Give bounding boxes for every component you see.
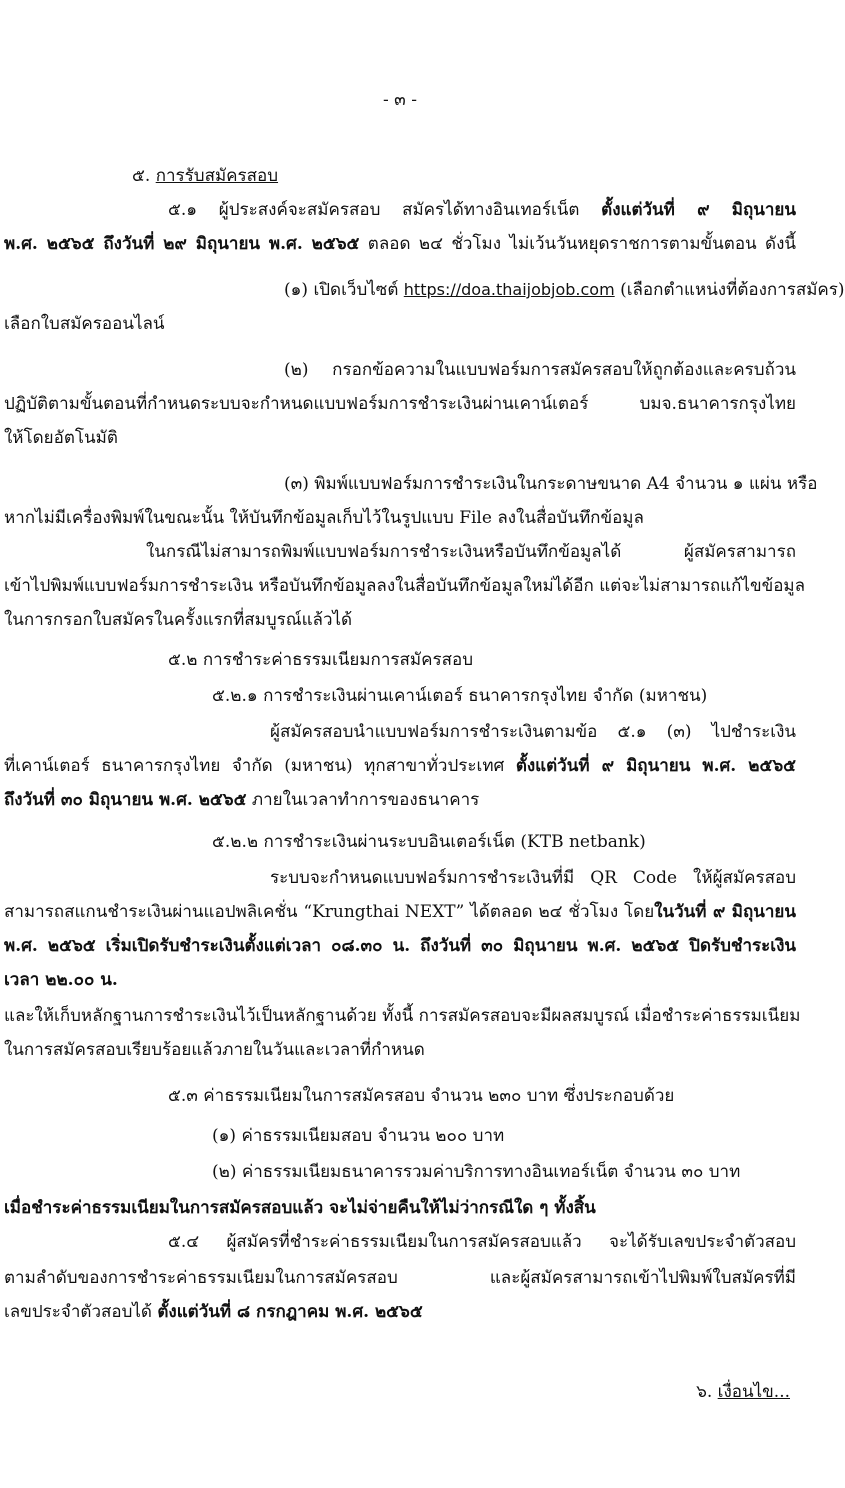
s51-item-2-cont: ปฏิบัติตามขั้นตอนที่กำหนดระบบจะกำหนดแบบฟอร์มการชำระเงินผ่านเคาน์เตอร์ บมจ.ธนาคารกรุงไทย — [4, 394, 796, 414]
s522-line-2-text: สามารถสแกนชำระเงินผ่านแอปพลิเคชั่น “Krungthai NEXT” ได้ตลอด ๒๔ ชั่วโมง โดย — [4, 902, 655, 922]
s522-title: ๕.๒.๒ การชำระเงินผ่านระบบอินเตอร์เน็ต (KTB netbank) — [212, 832, 646, 852]
s54-line-3-text: เลขประจำตัวสอบได้ — [4, 1302, 158, 1322]
s521-line-2-text: ที่เคาน์เตอร์ ธนาคารกรุงไทย จำกัด (มหาชน) ทุกสาขาทั่วประเทศ — [4, 756, 516, 776]
s51-line-2 — [4, 232, 796, 256]
s522-line-4: เวลา ๒๒.๐๐ น. — [4, 970, 118, 990]
s51-item-3-cont: หากไม่มีเครื่องพิมพ์ในขณะนั้น ให้บันทึกข้อมูลเก็บไว้ในรูปแบบ File ลงในสื่อบันทึกข้อมูล — [4, 508, 644, 528]
s53-item-1: (๑) ค่าธรรมเนียมสอบ จำนวน ๒๐๐ บาท — [212, 1126, 505, 1146]
s51-item-2-cont-2: ให้โดยอัตโนมัติ — [4, 428, 118, 448]
s522-line-2 — [4, 900, 796, 924]
continuation-marker — [696, 1380, 790, 1404]
s51-item-1-text: (๑) เปิดเว็บไซต์ — [284, 280, 404, 300]
s54-line-2: ตามลำดับของการชำระค่าธรรมเนียมในการสมัครสอบ และผู้สมัครสามารถเข้าไปพิมพ์ใบสมัครที่มี — [4, 1268, 796, 1288]
section-5-number: ๕. — [132, 166, 151, 186]
s51-line-2-date: พ.ศ. ๒๕๖๕ ถึงวันที่ ๒๙ มิถุนายน พ.ศ. ๒๕๖๕ — [4, 234, 360, 254]
s51-line-1-text: ๕.๑ ผู้ประสงค์จะสมัครสอบ สมัครได้ทางอินเทอร์เน็ต — [168, 200, 602, 220]
s51-para-2: เข้าไปพิมพ์แบบฟอร์มการชำระเงิน หรือบันทึกข้อมูลลงในสื่อบันทึกข้อมูลใหม่ได้อีก แต่จะไม่สามารถแก้ไขข้อมูล — [4, 576, 806, 596]
s521-line-3 — [4, 788, 479, 812]
s522-line-1: ระบบจะกำหนดแบบฟอร์มการชำระเงินที่มี QR Code ให้ผู้สมัครสอบ — [270, 868, 796, 888]
s51-line-1 — [168, 198, 796, 222]
s51-item-2: (๒) กรอกข้อความในแบบฟอร์มการสมัครสอบให้ถูกต้องและครบถ้วน — [284, 360, 796, 380]
s521-line-1: ผู้สมัครสอบนำแบบฟอร์มการชำระเงินตามข้อ ๕.๑ (๓) ไปชำระเงิน — [270, 722, 796, 742]
s54-line-1: ๕.๔ ผู้สมัครที่ชำระค่าธรรมเนียมในการสมัครสอบแล้ว จะได้รับเลขประจำตัวสอบ — [168, 1232, 796, 1252]
page-number: - ๓ - — [383, 90, 417, 110]
s51-item-3: (๓) พิมพ์แบบฟอร์มการชำระเงินในกระดาษขนาด A4 จำนวน ๑ แผ่น หรือ — [284, 474, 818, 494]
s521-line-2 — [4, 754, 796, 778]
s53-title: ๕.๓ ค่าธรรมเนียมในการสมัครสอบ จำนวน ๒๓๐ บาท ซึ่งประกอบด้วย — [168, 1086, 675, 1106]
s51-line-1-date: ตั้งแต่วันที่ ๙ มิถุนายน — [601, 200, 797, 220]
section-5-heading — [132, 164, 278, 188]
s52-title: ๕.๒ การชำระค่าธรรมเนียมการสมัครสอบ — [168, 650, 473, 670]
s54-line-3-date: ตั้งแต่วันที่ ๘ กรกฎาคม พ.ศ. ๒๕๖๕ — [157, 1302, 423, 1322]
s51-item-1-cont: เลือกใบสมัครออนไลน์ — [4, 314, 165, 334]
s52-para-2: ในการสมัครสอบเรียบร้อยแล้วภายในวันและเวลาที่กำหนด — [4, 1040, 425, 1060]
s522-line-2-date: ในวันที่ ๙ มิถุนายน — [654, 902, 796, 922]
s521-line-2-date: ตั้งแต่วันที่ ๙ มิถุนายน พ.ศ. ๒๕๖๕ — [515, 756, 796, 776]
continuation-number: ๖. — [696, 1382, 718, 1402]
s53-note: เมื่อชำระค่าธรรมเนียมในการสมัครสอบแล้ว จะไม่จ่ายคืนให้ไม่ว่ากรณีใด ๆ ทั้งสิ้น — [4, 1198, 596, 1218]
section-5-title: การรับสมัครสอบ — [155, 166, 279, 186]
s521-title: ๕.๒.๑ การชำระเงินผ่านเคาน์เตอร์ ธนาคารกรุงไทย จำกัด (มหาชน) — [212, 686, 708, 706]
s53-item-2: (๒) ค่าธรรมเนียมธนาคารรวมค่าบริการทางอินเทอร์เน็ต จำนวน ๓๐ บาท — [212, 1162, 741, 1182]
s54-line-3 — [4, 1300, 423, 1324]
continuation-label: เงื่อนไข... — [717, 1382, 790, 1402]
s51-line-2-text: ตลอด ๒๔ ชั่วโมง ไม่เว้นวันหยุดราชการตามขั้นตอน ดังนี้ — [359, 234, 796, 254]
thaijobjob-link[interactable]: https://doa.thaijobjob.com — [403, 280, 615, 299]
s51-item-1 — [284, 278, 845, 302]
s51-para-3: ในการกรอกใบสมัครในครั้งแรกที่สมบูรณ์แล้วได้ — [4, 610, 353, 630]
s521-line-3-text: ภายในเวลาทำการของธนาคาร — [246, 790, 480, 810]
s51-para-1: ในกรณีไม่สามารถพิมพ์แบบฟอร์มการชำระเงินหรือบันทึกข้อมูลได้ ผู้สมัครสามารถ — [146, 542, 796, 562]
s52-para-1: และให้เก็บหลักฐานการชำระเงินไว้เป็นหลักฐานด้วย ทั้งนี้ การสมัครสอบจะมีผลสมบูรณ์ เมื่อชำระค่าธรรมเนียม — [4, 1006, 801, 1026]
s522-line-3: พ.ศ. ๒๕๖๕ เริ่มเปิดรับชำระเงินตั้งแต่เวลา ๐๘.๓๐ น. ถึงวันที่ ๓๐ มิถุนายน พ.ศ. ๒๕๖๕ ปิดรับชำระเงิน — [4, 936, 796, 956]
s521-line-3-date: ถึงวันที่ ๓๐ มิถุนายน พ.ศ. ๒๕๖๕ — [4, 790, 247, 810]
s51-item-1-note: (เลือกตำแหน่งที่ต้องการสมัคร) — [614, 280, 845, 300]
